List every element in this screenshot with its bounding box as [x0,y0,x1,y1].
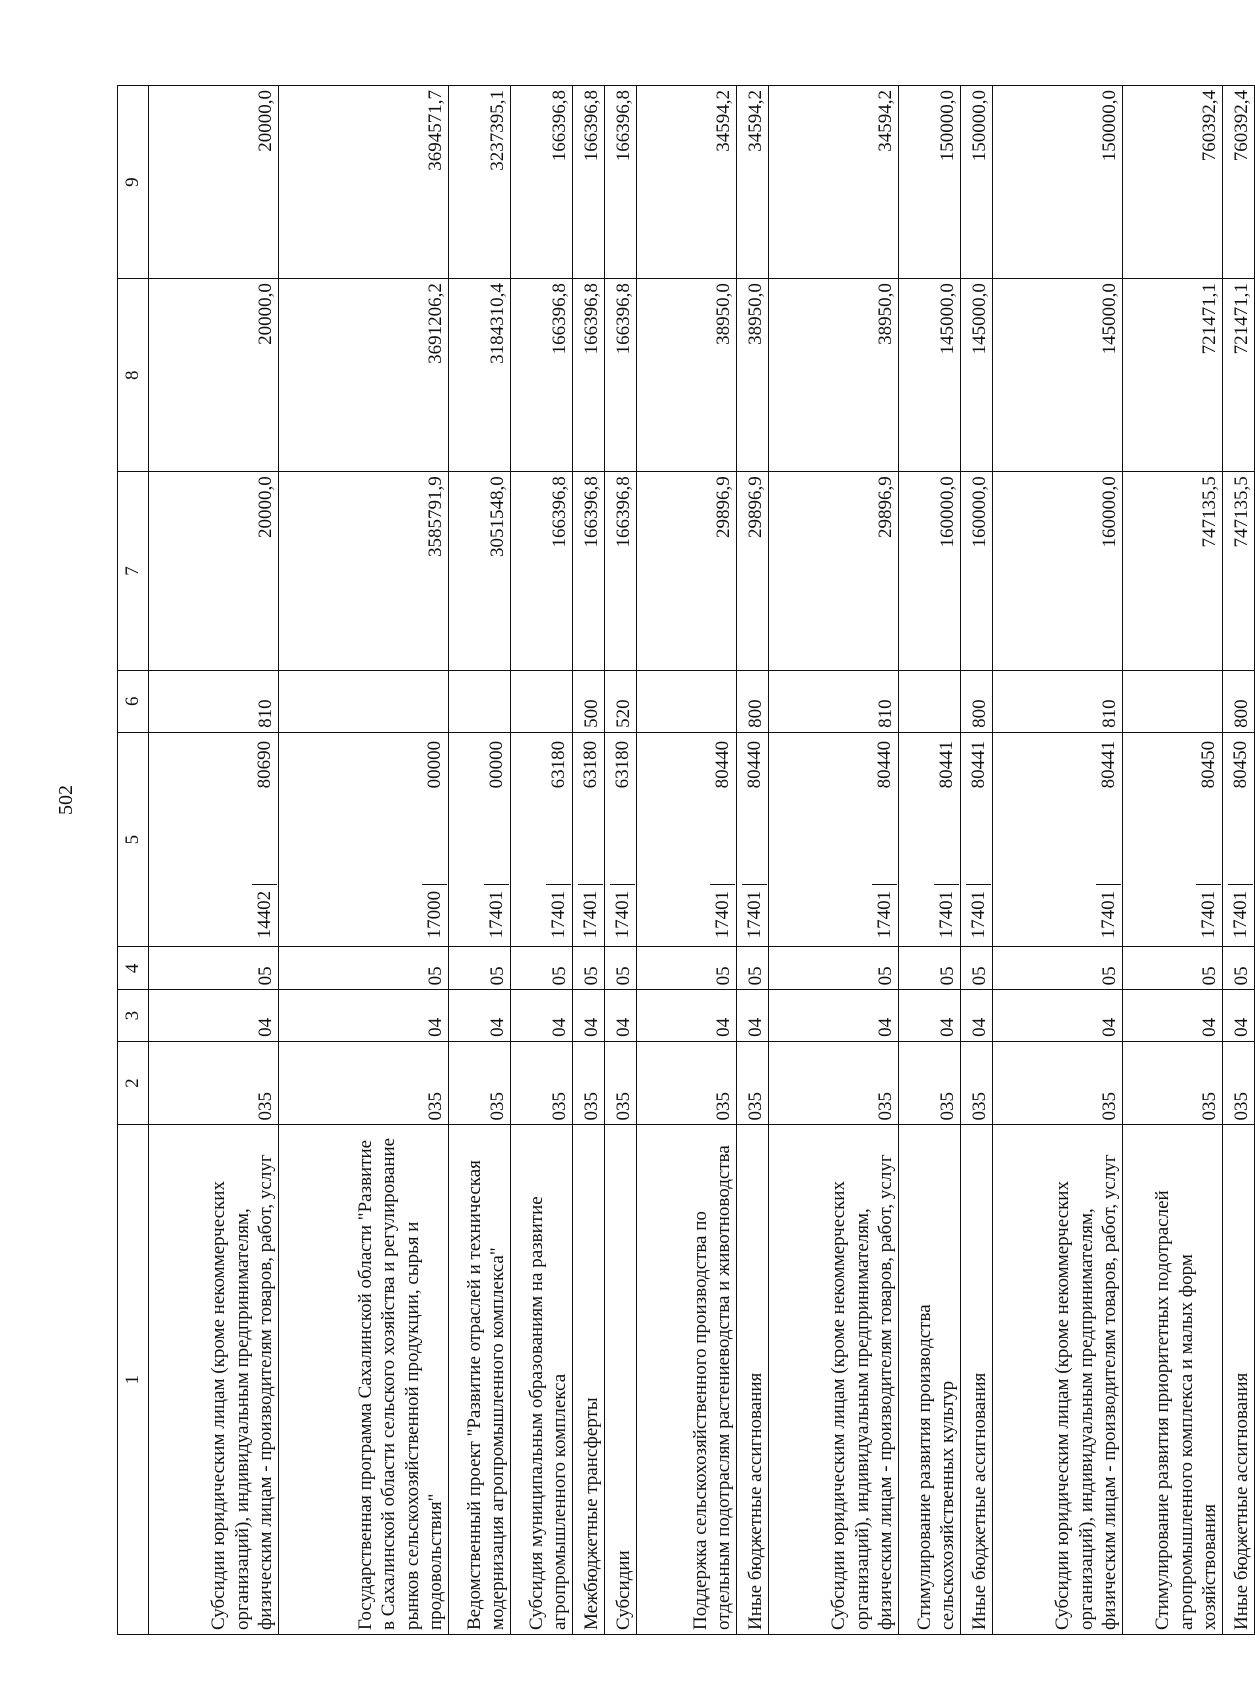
target-article-suffix: 80441 [967,740,989,789]
header-cell: 2 [118,1041,149,1125]
table-row [737,86,769,1635]
expense-type-code: 810 [993,670,1123,732]
amount-year-2: 721471,1 [1123,279,1223,472]
chapter-code: 035 [573,1041,605,1125]
target-article-code [899,732,961,947]
subsection-code: 05 [1223,947,1255,990]
table-row [1223,86,1255,1635]
table-row [573,86,605,1635]
target-article-prefix: 17401 [872,884,897,943]
target-article-prefix: 14402 [252,884,277,943]
subsection-code: 05 [899,947,961,990]
target-article-suffix: 80450 [1229,740,1251,789]
header-cell: 1 [118,1125,149,1635]
row-name: Субсидии юридическим лицам (кроме некоммерческих организаций), индивидуальным предпринимателям, физическим лицам - производителям товаров, работ, услуг [769,1125,899,1635]
expense-type-code [511,670,573,732]
header-cell: 8 [118,279,149,472]
target-article-code [1123,732,1223,947]
target-article-suffix: 80440 [711,740,733,789]
target-article-suffix: 80440 [743,740,765,789]
section-code: 04 [993,990,1123,1041]
section-code: 04 [899,990,961,1041]
table-row [769,86,899,1635]
rotated-page [117,85,1252,1635]
section-code: 04 [637,990,737,1041]
target-article-code [605,732,637,947]
section-code: 04 [961,990,993,1041]
amount-year-3: 3694571,7 [279,86,449,279]
target-article-code [1223,732,1255,947]
chapter-code: 035 [605,1041,637,1125]
expense-type-code: 500 [573,670,605,732]
target-article-code [993,732,1123,947]
amount-year-3: 150000,0 [993,86,1123,279]
amount-year-3: 150000,0 [961,86,993,279]
amount-year-1: 160000,0 [993,472,1123,670]
amount-year-1: 29896,9 [769,472,899,670]
chapter-code: 035 [279,1041,449,1125]
amount-year-1: 3051548,0 [449,472,511,670]
target-article-code [149,732,279,947]
page-number: 502 [55,785,77,815]
table-row [511,86,573,1635]
expense-type-code [449,670,511,732]
subsection-code: 05 [1123,947,1223,990]
expense-type-code: 810 [769,670,899,732]
subsection-code: 05 [279,947,449,990]
target-article-code [511,732,573,947]
target-article-prefix: 17401 [484,884,509,943]
amount-year-3: 34594,2 [637,86,737,279]
table-row [993,86,1123,1635]
amount-year-3: 3237395,1 [449,86,511,279]
section-code: 04 [511,990,573,1041]
expense-type-code [279,670,449,732]
subsection-code: 05 [449,947,511,990]
amount-year-3: 760392,4 [1223,86,1255,279]
amount-year-1: 20000,0 [149,472,279,670]
target-article-prefix: 17401 [966,884,991,943]
target-article-suffix: 80441 [935,740,957,789]
amount-year-1: 166396,8 [605,472,637,670]
expense-type-code: 800 [1223,670,1255,732]
row-name: Иные бюджетные ассигнования [961,1125,993,1635]
target-article-suffix: 00000 [423,740,445,789]
target-article-suffix: 80450 [1197,740,1219,789]
row-name: Поддержка сельскохозяйственного производства по отдельным подотраслям растениеводства и животноводства [637,1125,737,1635]
header-cell: 4 [118,947,149,990]
row-name: Межбюджетные трансферты [573,1125,605,1635]
amount-year-2: 721471,1 [1223,279,1255,472]
amount-year-2: 38950,0 [637,279,737,472]
expense-type-code: 800 [737,670,769,732]
target-article-prefix: 17401 [1096,884,1121,943]
row-name: Ведомственный проект "Развитие отраслей и техническая модернизация агропромышленного комплекса" [449,1125,511,1635]
chapter-code: 035 [1123,1041,1223,1125]
section-code: 04 [573,990,605,1041]
expense-type-code [1123,670,1223,732]
target-article-suffix: 63180 [547,740,569,789]
header-cell: 9 [118,86,149,279]
amount-year-2: 20000,0 [149,279,279,472]
target-article-code [279,732,449,947]
subsection-code: 05 [961,947,993,990]
section-code: 04 [605,990,637,1041]
section-code: 04 [769,990,899,1041]
expense-type-code: 810 [149,670,279,732]
chapter-code: 035 [899,1041,961,1125]
target-article-prefix: 17401 [934,884,959,943]
chapter-code: 035 [449,1041,511,1125]
amount-year-2: 166396,8 [511,279,573,472]
table-row [279,86,449,1635]
subsection-code: 05 [605,947,637,990]
target-article-suffix: 63180 [611,740,633,789]
header-cell: 3 [118,990,149,1041]
section-code: 04 [1223,990,1255,1041]
section-code: 04 [1123,990,1223,1041]
target-article-suffix: 80441 [1097,740,1119,789]
section-code: 04 [449,990,511,1041]
target-article-prefix: 17401 [610,884,635,943]
table-row [1123,86,1223,1635]
table-row [899,86,961,1635]
chapter-code: 035 [737,1041,769,1125]
target-article-prefix: 17401 [1196,884,1221,943]
subsection-code: 05 [573,947,605,990]
table-row [449,86,511,1635]
table-row [149,86,279,1635]
target-article-code [769,732,899,947]
amount-year-3: 166396,8 [605,86,637,279]
row-name: Иные бюджетные ассигнования [1223,1125,1255,1635]
target-article-prefix: 17000 [422,884,447,943]
target-article-code [737,732,769,947]
row-name: Субсидия муниципальным образованиям на развитие агропромышленного комплекса [511,1125,573,1635]
amount-year-2: 145000,0 [899,279,961,472]
amount-year-2: 38950,0 [737,279,769,472]
subsection-code: 05 [149,947,279,990]
amount-year-2: 145000,0 [961,279,993,472]
amount-year-3: 20000,0 [149,86,279,279]
amount-year-2: 3691206,2 [279,279,449,472]
target-article-code [449,732,511,947]
expense-type-code [899,670,961,732]
row-name: Субсидии юридическим лицам (кроме некоммерческих организаций), индивидуальным предпринимателям, физическим лицам - производителям товаров, работ, услуг [993,1125,1123,1635]
table-row [961,86,993,1635]
amount-year-3: 34594,2 [769,86,899,279]
amount-year-2: 166396,8 [605,279,637,472]
chapter-code: 035 [1223,1041,1255,1125]
section-code: 04 [737,990,769,1041]
chapter-code: 035 [149,1041,279,1125]
amount-year-3: 150000,0 [899,86,961,279]
subsection-code: 05 [511,947,573,990]
row-name: Субсидии [605,1125,637,1635]
target-article-prefix: 17401 [742,884,767,943]
target-article-suffix: 80440 [873,740,895,789]
target-article-code [637,732,737,947]
target-article-code [573,732,605,947]
subsection-code: 05 [769,947,899,990]
amount-year-1: 3585791,9 [279,472,449,670]
amount-year-1: 29896,9 [637,472,737,670]
amount-year-3: 166396,8 [511,86,573,279]
amount-year-1: 166396,8 [511,472,573,670]
expense-type-code: 800 [961,670,993,732]
amount-year-1: 160000,0 [961,472,993,670]
amount-year-2: 166396,8 [573,279,605,472]
table-body [149,86,1255,1635]
amount-year-2: 145000,0 [993,279,1123,472]
amount-year-1: 29896,9 [737,472,769,670]
target-article-suffix: 63180 [579,740,601,789]
subsection-code: 05 [737,947,769,990]
row-name: Государственная программа Сахалинской области "Развитие в Сахалинской области сельского хозяйства и регулирование рынков сельскохозяйственной продукции, сырья и продовольствия" [279,1125,449,1635]
amount-year-3: 34594,2 [737,86,769,279]
expense-type-code [637,670,737,732]
section-code: 04 [149,990,279,1041]
amount-year-1: 166396,8 [573,472,605,670]
target-article-prefix: 17401 [546,884,571,943]
amount-year-2: 38950,0 [769,279,899,472]
amount-year-1: 160000,0 [899,472,961,670]
row-name: Иные бюджетные ассигнования [737,1125,769,1635]
amount-year-1: 747135,5 [1223,472,1255,670]
amount-year-3: 166396,8 [573,86,605,279]
target-article-prefix: 17401 [578,884,603,943]
amount-year-3: 760392,4 [1123,86,1223,279]
chapter-code: 035 [769,1041,899,1125]
target-article-prefix: 17401 [1228,884,1253,943]
header-cell: 5 [118,732,149,947]
target-article-code [961,732,993,947]
section-code: 04 [279,990,449,1041]
amount-year-2: 3184310,4 [449,279,511,472]
target-article-suffix: 80690 [253,740,275,789]
header-cell: 7 [118,472,149,670]
row-name: Субсидии юридическим лицам (кроме некоммерческих организаций), индивидуальным предпринимателям, физическим лицам - производителям товаров, работ, услуг [149,1125,279,1635]
table-row [605,86,637,1635]
expense-type-code: 520 [605,670,637,732]
target-article-prefix: 17401 [710,884,735,943]
row-name: Стимулирование развития приоритетных подотраслей агропромышленного комплекса и малых форм хозяйствования [1123,1125,1223,1635]
amount-year-1: 747135,5 [1123,472,1223,670]
target-article-suffix: 00000 [485,740,507,789]
subsection-code: 05 [993,947,1123,990]
chapter-code: 035 [511,1041,573,1125]
table-row [637,86,737,1635]
chapter-code: 035 [993,1041,1123,1125]
budget-table [117,85,1255,1635]
header-cell: 6 [118,670,149,732]
chapter-code: 035 [637,1041,737,1125]
subsection-code: 05 [637,947,737,990]
chapter-code: 035 [961,1041,993,1125]
header-row [118,86,149,1635]
row-name: Стимулирование развития производства сельскохозяйственных культур [899,1125,961,1635]
